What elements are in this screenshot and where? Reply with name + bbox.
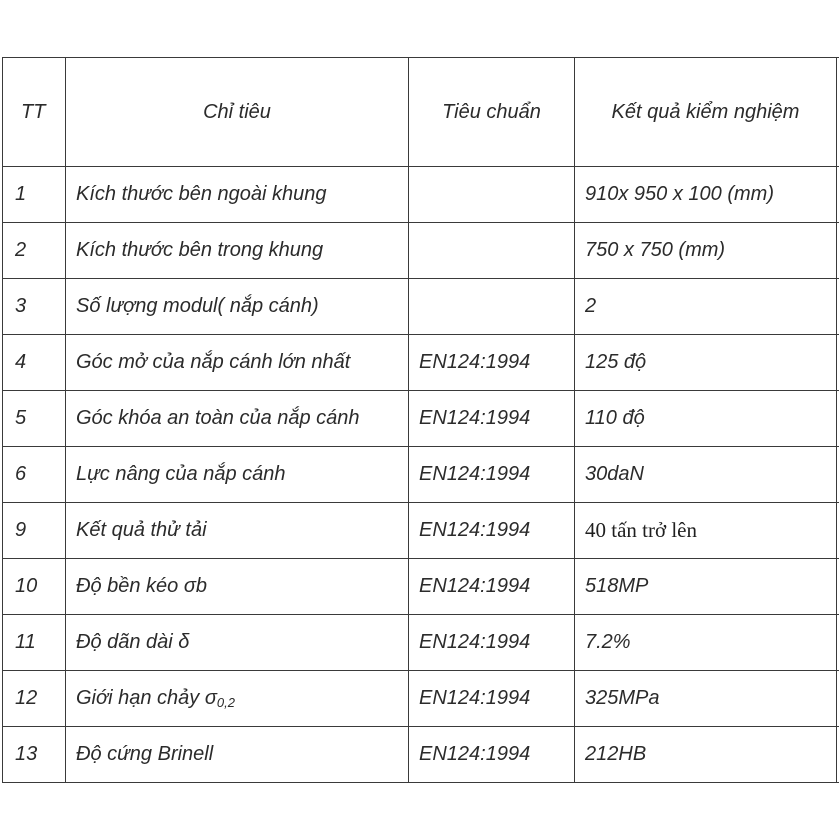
row-standard: EN124:1994: [409, 391, 575, 447]
spec-table: [2, 57, 839, 783]
row-tt: 12: [3, 671, 66, 727]
row-criterion: Góc khóa an toàn của nắp cánh: [66, 391, 409, 447]
row-tt: 4: [3, 335, 66, 391]
row-result: 750 x 750 (mm): [575, 223, 837, 279]
extra-column-cell: [837, 447, 839, 503]
criterion-subscript: 0,2: [216, 695, 235, 710]
table-header-row: [3, 58, 839, 167]
extra-column-cell: [837, 335, 839, 391]
extra-column-cell: [837, 671, 839, 727]
table-row: [3, 671, 839, 727]
extra-column-cell: [837, 279, 839, 335]
row-criterion: Độ bền kéo σb: [66, 559, 409, 615]
row-standard: [409, 223, 575, 279]
row-criterion: Kích thước bên trong khung: [66, 223, 409, 279]
row-criterion: Góc mở của nắp cánh lớn nhất: [66, 335, 409, 391]
row-criterion: Số lượng modul( nắp cánh): [66, 279, 409, 335]
row-standard: EN124:1994: [409, 447, 575, 503]
row-criterion: Độ cứng Brinell: [66, 727, 409, 783]
row-standard: EN124:1994: [409, 727, 575, 783]
row-criterion: [66, 671, 409, 727]
row-criterion: Kết quả thử tải: [66, 503, 409, 559]
row-criterion: Kích thước bên ngoài khung: [66, 167, 409, 223]
row-tt: 6: [3, 447, 66, 503]
table-row: [3, 727, 839, 783]
extra-column-cell: [837, 615, 839, 671]
row-standard: EN124:1994: [409, 335, 575, 391]
row-tt: 1: [3, 167, 66, 223]
row-standard: EN124:1994: [409, 615, 575, 671]
row-result: 910x 950 x 100 (mm): [575, 167, 837, 223]
extra-column-cell: [837, 58, 839, 167]
row-tt: 10: [3, 559, 66, 615]
row-result: 212HB: [575, 727, 837, 783]
extra-column-cell: [837, 223, 839, 279]
row-result: 40 tấn trở lên: [575, 503, 837, 559]
header-tt: TT: [3, 58, 66, 167]
row-criterion: Lực nâng của nắp cánh: [66, 447, 409, 503]
table-row: [3, 167, 839, 223]
header-standard: Tiêu chuẩn: [409, 58, 575, 167]
table-row: [3, 223, 839, 279]
table-row: [3, 391, 839, 447]
row-result: 325MPa: [575, 671, 837, 727]
table-row: [3, 447, 839, 503]
row-tt: 5: [3, 391, 66, 447]
table-row: [3, 615, 839, 671]
row-result: 518MP: [575, 559, 837, 615]
row-standard: EN124:1994: [409, 503, 575, 559]
row-standard: [409, 167, 575, 223]
extra-column-cell: [837, 727, 839, 783]
row-result: 110 độ: [575, 391, 837, 447]
row-result: 30daN: [575, 447, 837, 503]
row-criterion: Độ dãn dài δ: [66, 615, 409, 671]
criterion-text: Giới hạn chảy σ: [76, 687, 217, 709]
extra-column-cell: [837, 391, 839, 447]
row-result: 2: [575, 279, 837, 335]
row-tt: 11: [3, 615, 66, 671]
row-standard: [409, 279, 575, 335]
row-tt: 2: [3, 223, 66, 279]
table-row: [3, 559, 839, 615]
row-result: 125 độ: [575, 335, 837, 391]
row-tt: 9: [3, 503, 66, 559]
header-result: Kết quả kiểm nghiệm: [575, 58, 837, 167]
extra-column-cell: [837, 167, 839, 223]
row-standard: EN124:1994: [409, 559, 575, 615]
table-row: [3, 279, 839, 335]
table-row: [3, 503, 839, 559]
table-row: [3, 335, 839, 391]
row-tt: 13: [3, 727, 66, 783]
header-criterion: Chỉ tiêu: [66, 58, 409, 167]
row-tt: 3: [3, 279, 66, 335]
extra-column-cell: [837, 559, 839, 615]
extra-column-cell: [837, 503, 839, 559]
row-result: 7.2%: [575, 615, 837, 671]
row-standard: EN124:1994: [409, 671, 575, 727]
